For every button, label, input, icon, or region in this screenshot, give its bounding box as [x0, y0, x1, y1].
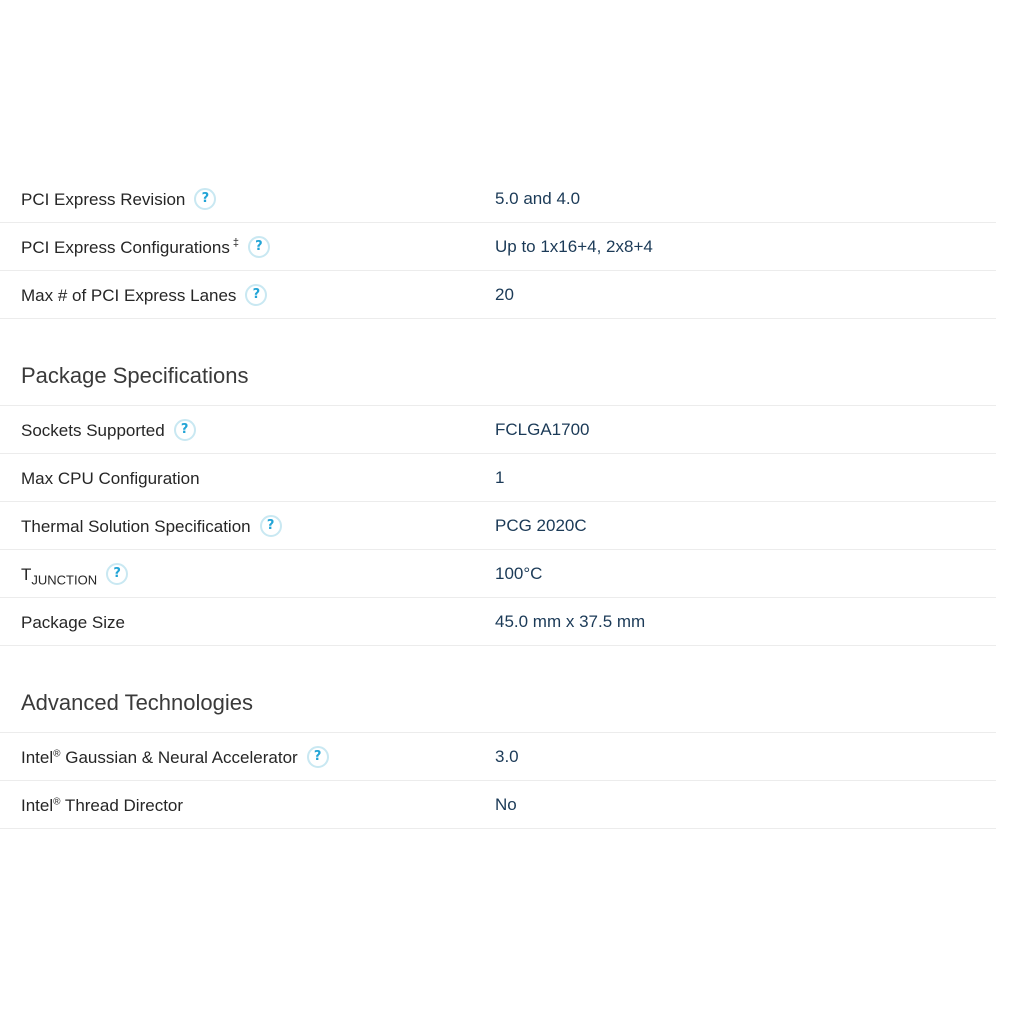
spec-table	[0, 175, 996, 829]
help-icon[interactable]: ?	[106, 563, 128, 585]
spec-value: 45.0 mm x 37.5 mm	[495, 612, 646, 631]
spec-label: Package Size	[21, 613, 125, 632]
spec-label: Max CPU Configuration	[21, 469, 200, 488]
spec-value: 1	[495, 468, 505, 487]
spec-label-brand: Intel	[21, 748, 54, 767]
spec-value: 3.0	[495, 747, 519, 766]
spec-value: Up to 1x16+4, 2x8+4	[495, 237, 653, 256]
spec-value: PCG 2020C	[495, 516, 587, 535]
spec-label-brand: Intel	[21, 796, 54, 815]
footnote-marker: ‡	[232, 237, 239, 250]
help-icon[interactable]: ?	[194, 188, 216, 210]
section-title: Advanced Technologies	[21, 690, 253, 715]
spec-row-pcie-revision	[0, 175, 996, 223]
spec-row-thermal-solution	[0, 502, 996, 550]
spec-label-subscript: JUNCTION	[31, 572, 98, 588]
spec-row-package-size	[0, 598, 996, 646]
spec-row-gna	[0, 733, 996, 781]
registered-mark: ®	[53, 748, 61, 760]
spec-row-pcie-configurations	[0, 223, 996, 271]
spec-row-pcie-lanes	[0, 271, 996, 319]
registered-mark: ®	[53, 796, 61, 808]
section-title: Package Specifications	[21, 363, 249, 388]
spec-label: Max # of PCI Express Lanes	[21, 286, 237, 305]
spec-value: 20	[495, 285, 514, 304]
spec-value: FCLGA1700	[495, 420, 590, 439]
spec-row-sockets	[0, 406, 996, 454]
spec-label: Sockets Supported	[21, 421, 165, 440]
spec-row-max-cpu	[0, 454, 996, 502]
spec-value: 5.0 and 4.0	[495, 189, 581, 208]
help-icon[interactable]: ?	[248, 236, 270, 258]
spec-row-thread-director	[0, 781, 996, 829]
spec-value: No	[495, 795, 517, 814]
spec-label: Thermal Solution Specification	[21, 517, 251, 536]
spec-label: Thread Director	[60, 796, 184, 815]
spec-label: PCI Express Revision	[21, 190, 186, 209]
section-header-advanced	[0, 646, 996, 733]
spec-label: T	[21, 565, 32, 584]
spec-row-tjunction	[0, 550, 996, 598]
spec-label: PCI Express Configurations	[21, 238, 230, 257]
spec-value: 100°C	[495, 564, 543, 583]
spec-label: Gaussian & Neural Accelerator	[60, 748, 298, 767]
help-icon[interactable]: ?	[260, 515, 282, 537]
section-header-package	[0, 319, 996, 406]
help-icon[interactable]: ?	[307, 746, 329, 768]
help-icon[interactable]: ?	[174, 419, 196, 441]
help-icon[interactable]: ?	[245, 284, 267, 306]
